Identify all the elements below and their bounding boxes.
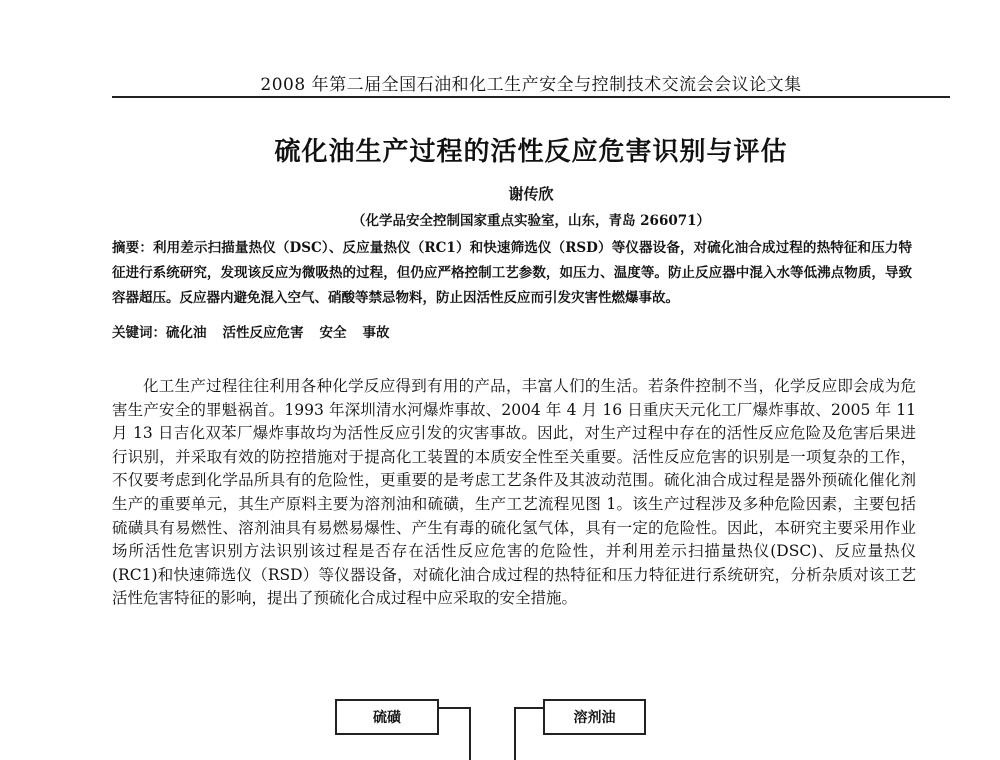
connector-sulfur: [439, 708, 470, 760]
header-divider: [112, 96, 950, 98]
paper-title: 硫化油生产过程的活性反应危害识别与评估: [274, 137, 788, 167]
flowchart-box-sulfur: 硫磺: [335, 699, 439, 735]
keyword-item: 活性反应危害: [222, 325, 304, 341]
body-paragraph: 化工生产过程往往利用各种化学反应得到有用的产品，丰富人们的生活。若条件控制不当，化学反应即会成为危害生产安全的罪魁祸首。1993 年深圳清水河爆炸事故、2004 年 4 月 16 日重庆天元化工厂爆炸事故、2005 年 11 月 13 日吉化双苯厂爆炸事故均为活性反应引发的灾害事故。因此，对生产过程中存在的活性反应危险及危害后果进行识别，并采取有效的防控措施对于提高化工装置的本质安全性至关重要。活性反应危害的识别是一项复杂的工作，不仅要考虑到化学品所具有的危险性，更重要的是考虑工艺条件及其波动范围。硫化油合成过程是器外预硫化催化剂生产的重要单元，其生产原料主要为溶剂油和硫磺，生产工艺流程见图 1。该生产过程涉及多种危险因素，主要包括硫磺具有易燃性、溶剂油具有易燃易爆性、产生有毒的硫化氢气体，具有一定的危险性。因此，本研究主要采用作业场所活性危害识别方法识别该过程是否存在活性反应危害的危险性，并利用差示扫描量热仪(DSC)、反应量热仪(RC1)和快速筛选仪（RSD）等仪器设备，对硫化油合成过程的热特征和压力特征进行系统研究，分析杂质对该工艺活性危害特征的影响，提出了预硫化合成过程中应采取的安全措施。: [112, 377, 916, 608]
abstract: [112, 236, 912, 311]
running-header: 2008 年第二届全国石油和化工生产安全与控制技术交流会会议论文集: [260, 75, 802, 95]
keyword-item: 事故: [362, 325, 390, 341]
abstract-text: 利用差示扫描量热仪（DSC）、反应量热仪（RC1）和快速筛选仪（RSD）等仪器设备，对硫化油合成过程的热特征和压力特征进行系统研究，发现该反应为微吸热的过程，但仍应严格控制工艺参数，如压力、温度等。防止反应器中混入水等低沸点物质，导致容器超压。反应器内避免混入空气、硝酸等禁忌物料，防止因活性反应而引发灾害性燃爆事故。: [112, 240, 913, 306]
keywords: [112, 321, 912, 341]
connector-solvent: [515, 708, 543, 760]
keywords-label: 关键词：: [112, 325, 166, 341]
keyword-item: 安全: [319, 325, 347, 341]
author-name: 谢传欣: [508, 185, 554, 203]
flowchart-box-solvent-oil: 溶剂油: [543, 699, 646, 735]
abstract-label: 摘要：: [112, 240, 153, 256]
author-affiliation: （化学品安全控制国家重点实验室，山东，青岛 266071）: [351, 213, 711, 229]
keyword-item: 硫化油: [166, 325, 207, 341]
